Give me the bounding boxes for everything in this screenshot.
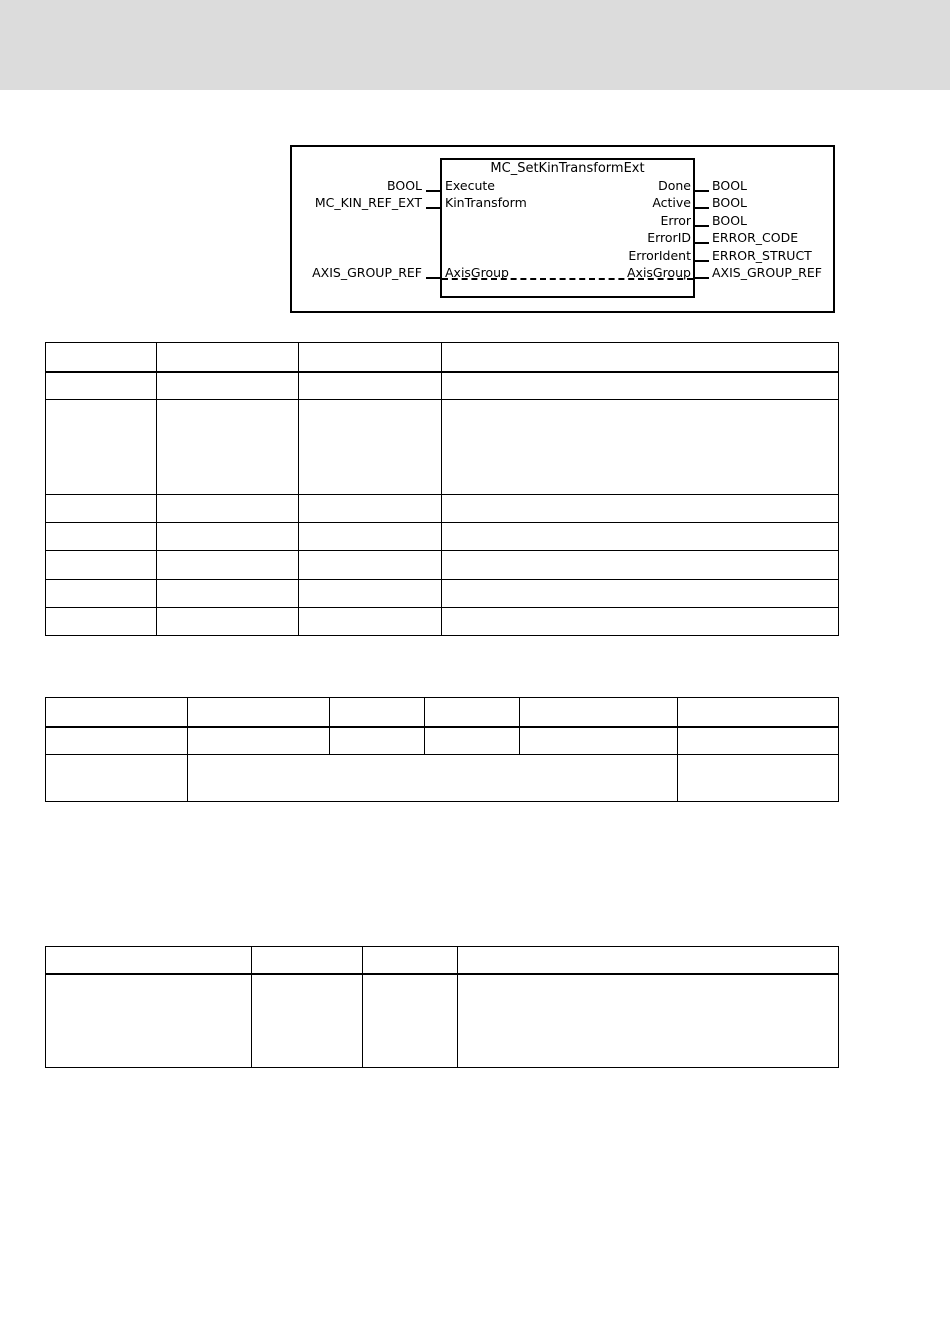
table-cell [299, 372, 442, 400]
table-cell [425, 727, 520, 755]
table-cell [442, 608, 839, 636]
pin-line-errorid [695, 242, 709, 244]
table-cell [46, 580, 157, 608]
table-cell [442, 551, 839, 580]
table-cell [299, 343, 442, 372]
table-row [46, 608, 839, 636]
table-cell [330, 698, 425, 727]
table-cell [299, 608, 442, 636]
table-cell [425, 698, 520, 727]
table-cell [157, 495, 299, 523]
table-row [46, 727, 839, 755]
table-cell [188, 698, 330, 727]
page-header-band [0, 0, 950, 90]
table-cell [442, 523, 839, 551]
output-type-errorident: ERROR_STRUCT [712, 248, 812, 263]
table-cell [252, 947, 363, 974]
table-cell [442, 372, 839, 400]
pin-kintransform: KinTransform [445, 195, 527, 210]
table-cell [299, 551, 442, 580]
pin-line-active [695, 207, 709, 209]
table-cell [46, 608, 157, 636]
table-cell [442, 400, 839, 495]
table-cell [458, 947, 839, 974]
table-row [46, 580, 839, 608]
table-cell [520, 727, 678, 755]
output-type-errorid: ERROR_CODE [712, 230, 799, 245]
table-row [46, 551, 839, 580]
function-block-title: MC_SetKinTransformExt [490, 161, 645, 176]
pin-line-execute [426, 190, 440, 192]
table-cell [442, 495, 839, 523]
parameter-table [45, 342, 839, 636]
table-cell [46, 343, 157, 372]
table-row [46, 755, 839, 802]
table-cell [299, 523, 442, 551]
table-cell [46, 727, 188, 755]
pin-line-kintransform [426, 207, 440, 209]
inout-dashed-line [442, 278, 693, 280]
table-cell [299, 400, 442, 495]
pin-axisgroup-out: AxisGroup [627, 265, 691, 280]
inout-type-axisgroup-in: AXIS_GROUP_REF [312, 265, 422, 280]
table-row [46, 495, 839, 523]
pin-line-error [695, 225, 709, 227]
table-cell [46, 372, 157, 400]
table-cell [157, 372, 299, 400]
table-cell [157, 400, 299, 495]
pin-line-axisgroup-in [426, 277, 440, 279]
table-cell [363, 947, 458, 974]
table-cell [363, 974, 458, 1068]
table-cell [442, 580, 839, 608]
table-cell [46, 947, 252, 974]
input-type-kintransform: MC_KIN_REF_EXT [314, 195, 422, 210]
table-cell [46, 400, 157, 495]
pin-line-done [695, 190, 709, 192]
pin-line-errorident [695, 260, 709, 262]
table-cell [157, 343, 299, 372]
table-cell [46, 698, 188, 727]
table-row [46, 947, 839, 974]
table-cell [330, 727, 425, 755]
table-cell [678, 698, 839, 727]
table-cell [442, 343, 839, 372]
pin-errorident: ErrorIdent [628, 248, 691, 263]
input-type-execute: BOOL [387, 178, 422, 193]
table-cell [157, 523, 299, 551]
table-cell [46, 551, 157, 580]
pin-line-axisgroup-out [695, 277, 709, 279]
table-cell [520, 698, 678, 727]
table-cell [188, 727, 330, 755]
function-block-diagram [290, 145, 835, 313]
output-type-active: BOOL [712, 195, 747, 210]
pin-execute: Execute [445, 178, 495, 193]
inout-type-axisgroup-out: AXIS_GROUP_REF [712, 265, 822, 280]
table-row [46, 523, 839, 551]
table-cell [157, 608, 299, 636]
table-cell [46, 974, 252, 1068]
pin-errorid: ErrorID [647, 230, 691, 245]
table-cell [46, 495, 157, 523]
table-row [46, 974, 839, 1068]
table-cell [252, 974, 363, 1068]
table-cell [678, 727, 839, 755]
info-table [45, 697, 839, 802]
pin-active: Active [652, 195, 691, 210]
pin-done: Done [658, 178, 691, 193]
table-row [46, 698, 839, 727]
output-type-error: BOOL [712, 213, 747, 228]
pin-axisgroup-in: AxisGroup [445, 265, 509, 280]
table-row [46, 372, 839, 400]
table-cell [678, 755, 839, 802]
table-cell [46, 523, 157, 551]
function-block [440, 158, 695, 298]
table-cell [157, 551, 299, 580]
table-cell [299, 580, 442, 608]
table-cell [157, 580, 299, 608]
table-cell [458, 974, 839, 1068]
output-type-done: BOOL [712, 178, 747, 193]
table-cell [46, 755, 188, 802]
pin-error: Error [660, 213, 691, 228]
table-row [46, 343, 839, 372]
table-row [46, 400, 839, 495]
error-table [45, 946, 839, 1068]
table-cell [188, 755, 678, 802]
table-cell [299, 495, 442, 523]
